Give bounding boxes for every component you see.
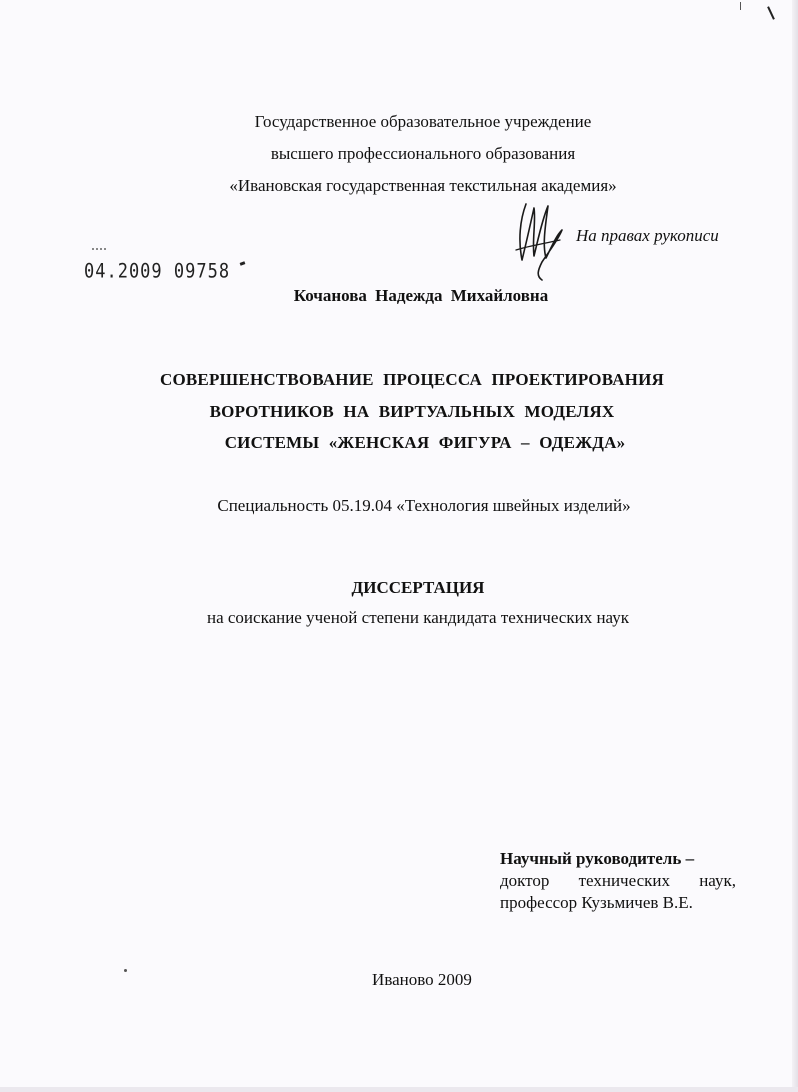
scan-artifact <box>740 2 741 10</box>
degree-description: на соискание ученой степени кандидата технических наук <box>206 608 629 627</box>
thesis-title-line-1: СОВЕРШЕНСТВОВАНИЕ ПРОЦЕССА ПРОЕКТИРОВАНИЯ <box>159 370 664 389</box>
thesis-title-line-2: ВОРОТНИКОВ НА ВИРТУАЛЬНЫХ МОДЕЛЯХ <box>209 402 615 421</box>
stamp-dots <box>92 248 106 252</box>
thesis-title-line-3: СИСТЕМЫ «ЖЕНСКАЯ ФИГУРА – ОДЕЖДА» <box>224 433 626 452</box>
specialty: Специальность 05.19.04 «Технология швейных изделий» <box>217 496 631 515</box>
scan-edge-bottom <box>0 1087 798 1092</box>
supervisor-degree-word: технических <box>578 871 670 890</box>
supervisor-degree-word: наук, <box>699 871 736 890</box>
supervisor-degree <box>500 870 736 892</box>
author-name: Кочанова Надежда Михайловна <box>293 286 549 305</box>
supervisor-degree-word: доктор <box>500 871 550 890</box>
scan-artifact <box>767 6 775 20</box>
institution-line-3: «Ивановская государственная текстильная академия» <box>229 176 617 195</box>
library-stamp-number: 04.2009 09758 <box>84 260 231 283</box>
institution-line-1: Государственное образовательное учреждение <box>254 112 592 131</box>
handwritten-signature <box>512 200 574 282</box>
supervisor-block <box>500 848 736 914</box>
manuscript-rights-note: На правах рукописи <box>576 226 719 245</box>
supervisor-name: профессор Кузьмичев В.Е. <box>500 893 693 912</box>
institution-line-2: высшего профессионального образования <box>270 144 576 163</box>
stamp-mark <box>240 261 246 266</box>
supervisor-title: Научный руководитель – <box>500 849 695 868</box>
city-year: Иваново 2009 <box>372 970 472 989</box>
document-type: ДИССЕРТАЦИЯ <box>351 578 485 597</box>
